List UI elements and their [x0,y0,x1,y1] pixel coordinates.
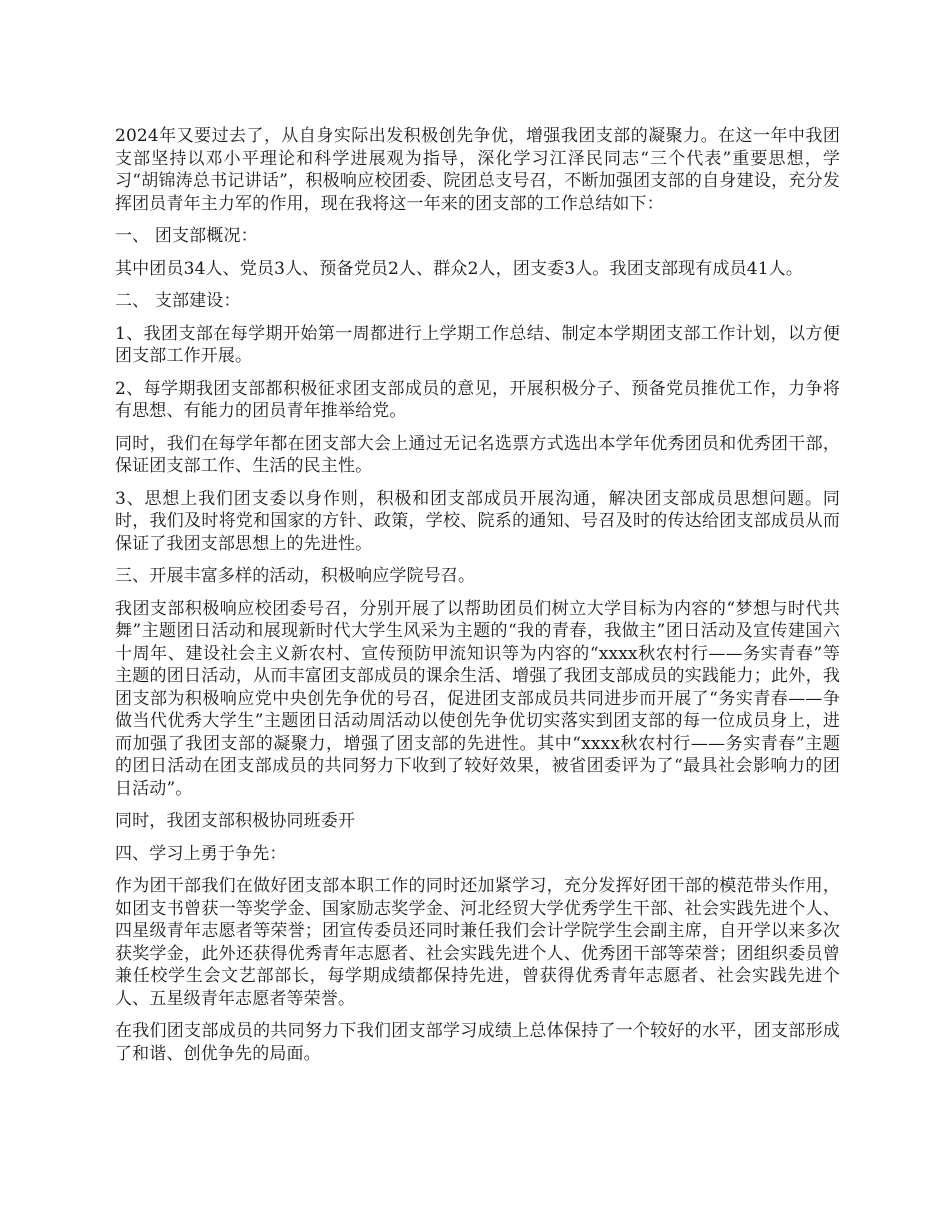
construction-item-1: 1、我团支部在每学期开始第一周都进行上学期工作总结、制定本学期团支部工作计划，以方便团支部工作开展。 [115,323,840,366]
construction-item-3: 3、思想上我们团支委以身作则，积极和团支部成员开展沟通，解决团支部成员思想问题。同时，我们及时将党和国家的方针、政策，学校、院系的通知、号召及时的传达给团支部成员从而保证了我团支部思想上的先进性。 [115,488,840,554]
construction-item-2: 2、每学期我团支部都积极征求团支部成员的意见，开展积极分子、预备党员推优工作，力争将有思想、有能力的团员青年推举给党。 [115,378,840,421]
study-paragraph: 作为团干部我们在做好团支部本职工作的同时还加紧学习，充分发挥好团干部的模范带头作用，如团支书曾获一等奖学金、国家励志奖学金、河北经贸大学优秀学生干部、社会实践先进个人、四星级青年志愿者等荣誉；团宣传委员还同时兼任我们会计学院学生会副主席，自开学以来多次获奖学金，此外还获得优秀青年志愿者、社会实践先进个人、优秀团干部等荣誉；团组织委员曾兼任校学生会文艺部部长，每学期成绩都保持先进，曾获得优秀青年志愿者、社会实践先进个人、五星级青年志愿者等荣誉。 [115,876,840,1009]
study-summary-paragraph: 在我们团支部成员的共同努力下我们团支部学习成绩上总体保持了一个较好的水平，团支部形成了和谐、创优争先的局面。 [115,1021,840,1064]
section-heading-overview: 一、 团支部概况： [115,226,258,246]
activities-paragraph: 我团支部积极响应校团委号召，分别开展了以帮助团员们树立大学目标为内容的“梦想与时代共舞”主题团日活动和展现新时代大学生风采为主题的“我的青春，我做主”团日活动及宣传建国六十周年、建设社会主义新农村、宣传预防甲流知识等为内容的“xxxx秋农村行——务实青春”等主题的团日活动，从而丰富团支部成员的课余生活、增强了我团支部成员的实践能力；此外，我团支部为积极响应党中央创先争优的号召，促进团支部成员共同进步而开展了“务实青春——争做当代优秀大学生”主题团日活动周活动以使创先争优切实落实到团支部的每一位成员身上，进而加强了我团支部的凝聚力，增强了团支部的先进性。其中“xxxx秋农村行——务实青春”主题的团日活动在团支部成员的共同努力下收到了较好效果，被省团委评为了“最具社会影响力的团日活动”。 [115,598,840,799]
section-heading-study: 四、学习上勇于争先： [115,843,287,864]
section-heading-construction: 二、 支部建设： [115,291,241,311]
intro-paragraph: 2024年又要过去了，从自身实际出发积极创先争优，增强我团支部的凝聚力。在这一年中我团支部坚持以邓小平理论和科学进展观为指导，深化学习江泽民同志“三个代表”重要思想，学习“胡锦涛总书记讲话”，积极响应校团委、院团总支号召，不断加强团支部的自身建设，充分发挥团员青年主力军的作用，现在我将这一年来的团支部的工作总结如下： [115,126,840,214]
activities-paragraph-cont: 同时，我团支部积极协同班委开 [115,811,356,831]
construction-item-2-cont: 同时，我们在每学年都在团支部大会上通过无记名选票方式选出本学年优秀团员和优秀团干部，保证团支部工作、生活的民主性。 [115,433,840,476]
document-body [115,125,840,1075]
overview-paragraph: 其中团员34人、党员3人、预备党员2人、群众2人，团支委3人。我团支部现有成员41人。 [115,258,803,279]
section-heading-activities: 三、开展丰富多样的活动，积极响应学院号召。 [115,566,476,586]
